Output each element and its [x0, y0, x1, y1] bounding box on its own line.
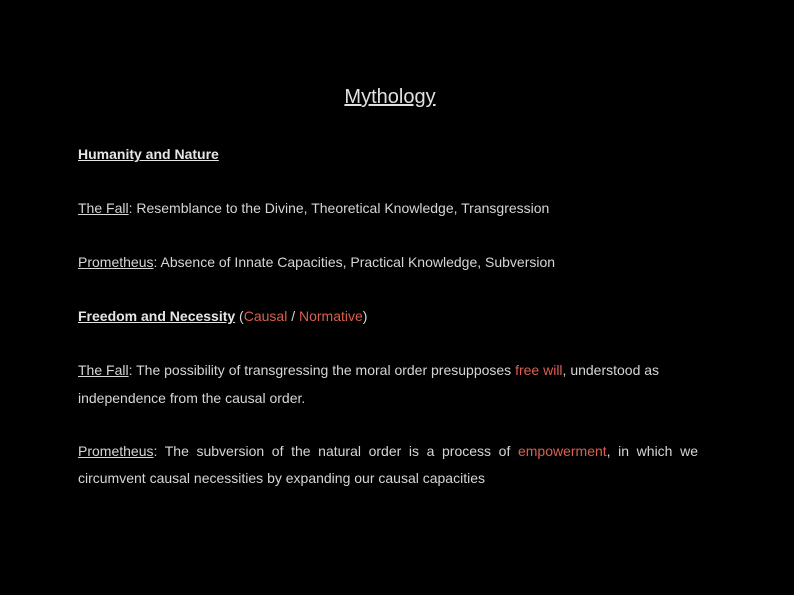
slide-title: [0, 86, 794, 109]
paren-close: ): [362, 308, 368, 324]
prometheus-item-2-line-2: circumvent causal necessities by expanding our causal capacities: [78, 470, 485, 486]
prometheus-label: Prometheus: [78, 254, 154, 270]
free-will-term: free will: [515, 362, 563, 378]
normative-term: Normative: [299, 308, 363, 324]
prometheus-label-2: Prometheus: [78, 443, 154, 459]
fall-item-1: [78, 200, 549, 216]
prometheus-text-a: : The subversion of the natural order is a process of: [153, 443, 518, 459]
fall-item-2-line-2: independence from the causal order.: [78, 390, 306, 406]
causal-term: Causal: [243, 308, 288, 324]
prometheus-item-2-line-1: [78, 443, 698, 459]
fall-description: : Resemblance to the Divine, Theoretical Knowledge, Transgression: [128, 200, 550, 216]
prometheus-description: : Absence of Innate Capacities, Practical Knowledge, Subversion: [153, 254, 556, 270]
fall-text-b: , understood as: [562, 362, 660, 378]
fall-label: The Fall: [78, 200, 129, 216]
section-heading-freedom-necessity: [78, 308, 367, 324]
empowerment-term: empowerment: [517, 443, 607, 459]
prometheus-item-1: [78, 254, 555, 270]
fall-label-2: The Fall: [78, 362, 129, 378]
freedom-heading: Freedom and Necessity: [78, 308, 236, 324]
slide-title-text: Mythology: [344, 86, 436, 108]
fall-item-2-line-1: [78, 362, 659, 378]
prometheus-text-b: , in which we: [606, 443, 698, 459]
fall-text-a: : The possibility of transgressing the moral order presupposes: [128, 362, 516, 378]
slash: /: [287, 308, 299, 324]
paren-open: (: [235, 308, 244, 324]
section-heading-humanity-nature: Humanity and Nature: [78, 146, 219, 162]
